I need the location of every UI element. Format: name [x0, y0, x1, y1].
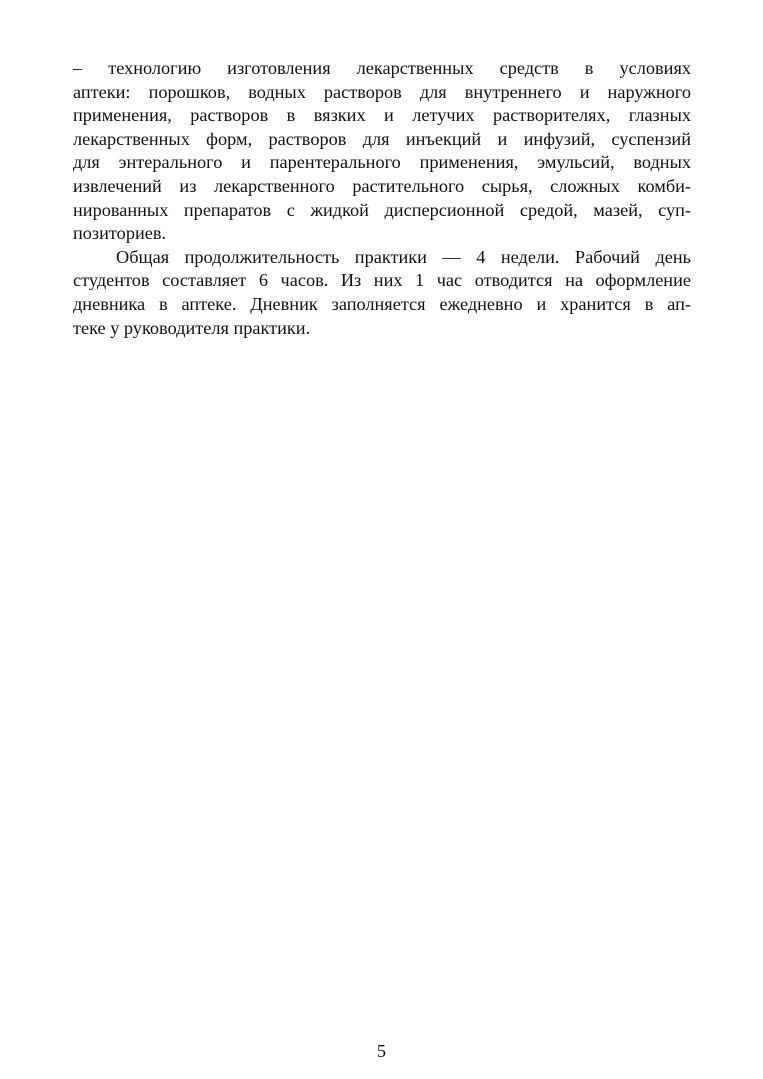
- text-line: – технологию изготовления лекарственных средств в условиях: [73, 58, 691, 78]
- text-line: извлечений из лекарственного растительного сырья, сложных комби-: [73, 175, 691, 196]
- text-line: студентов составляет 6 часов. Из них 1 час отводится на оформление: [73, 270, 691, 291]
- text-line: дневника в аптеке. Дневник заполняется ежедневно и хранится в ап-: [73, 293, 691, 314]
- text-line: нированных препаратов с жидкой дисперсионной средой, мазей, суп-: [73, 199, 691, 220]
- text-line: для энтерального и парентерального применения, эмульсий, водных: [73, 152, 691, 173]
- page-number: 5: [376, 1041, 387, 1061]
- body-text: [73, 57, 691, 340]
- text-line: аптеки: порошков, водных растворов для внутреннего и наружного: [73, 81, 691, 102]
- text-line: Общая продолжительность практики — 4 недели. Рабочий день: [116, 246, 691, 267]
- text-line: применения, растворов в вязких и летучих растворителях, глазных: [73, 105, 691, 126]
- text-line: теке у руководителя практики.: [73, 317, 311, 338]
- paragraph-duration: [73, 246, 691, 340]
- text-line: позиториев.: [73, 223, 167, 244]
- paragraph-technology: [73, 57, 691, 246]
- text-line: лекарственных форм, растворов для инъекций и инфузий, суспензий: [73, 128, 691, 149]
